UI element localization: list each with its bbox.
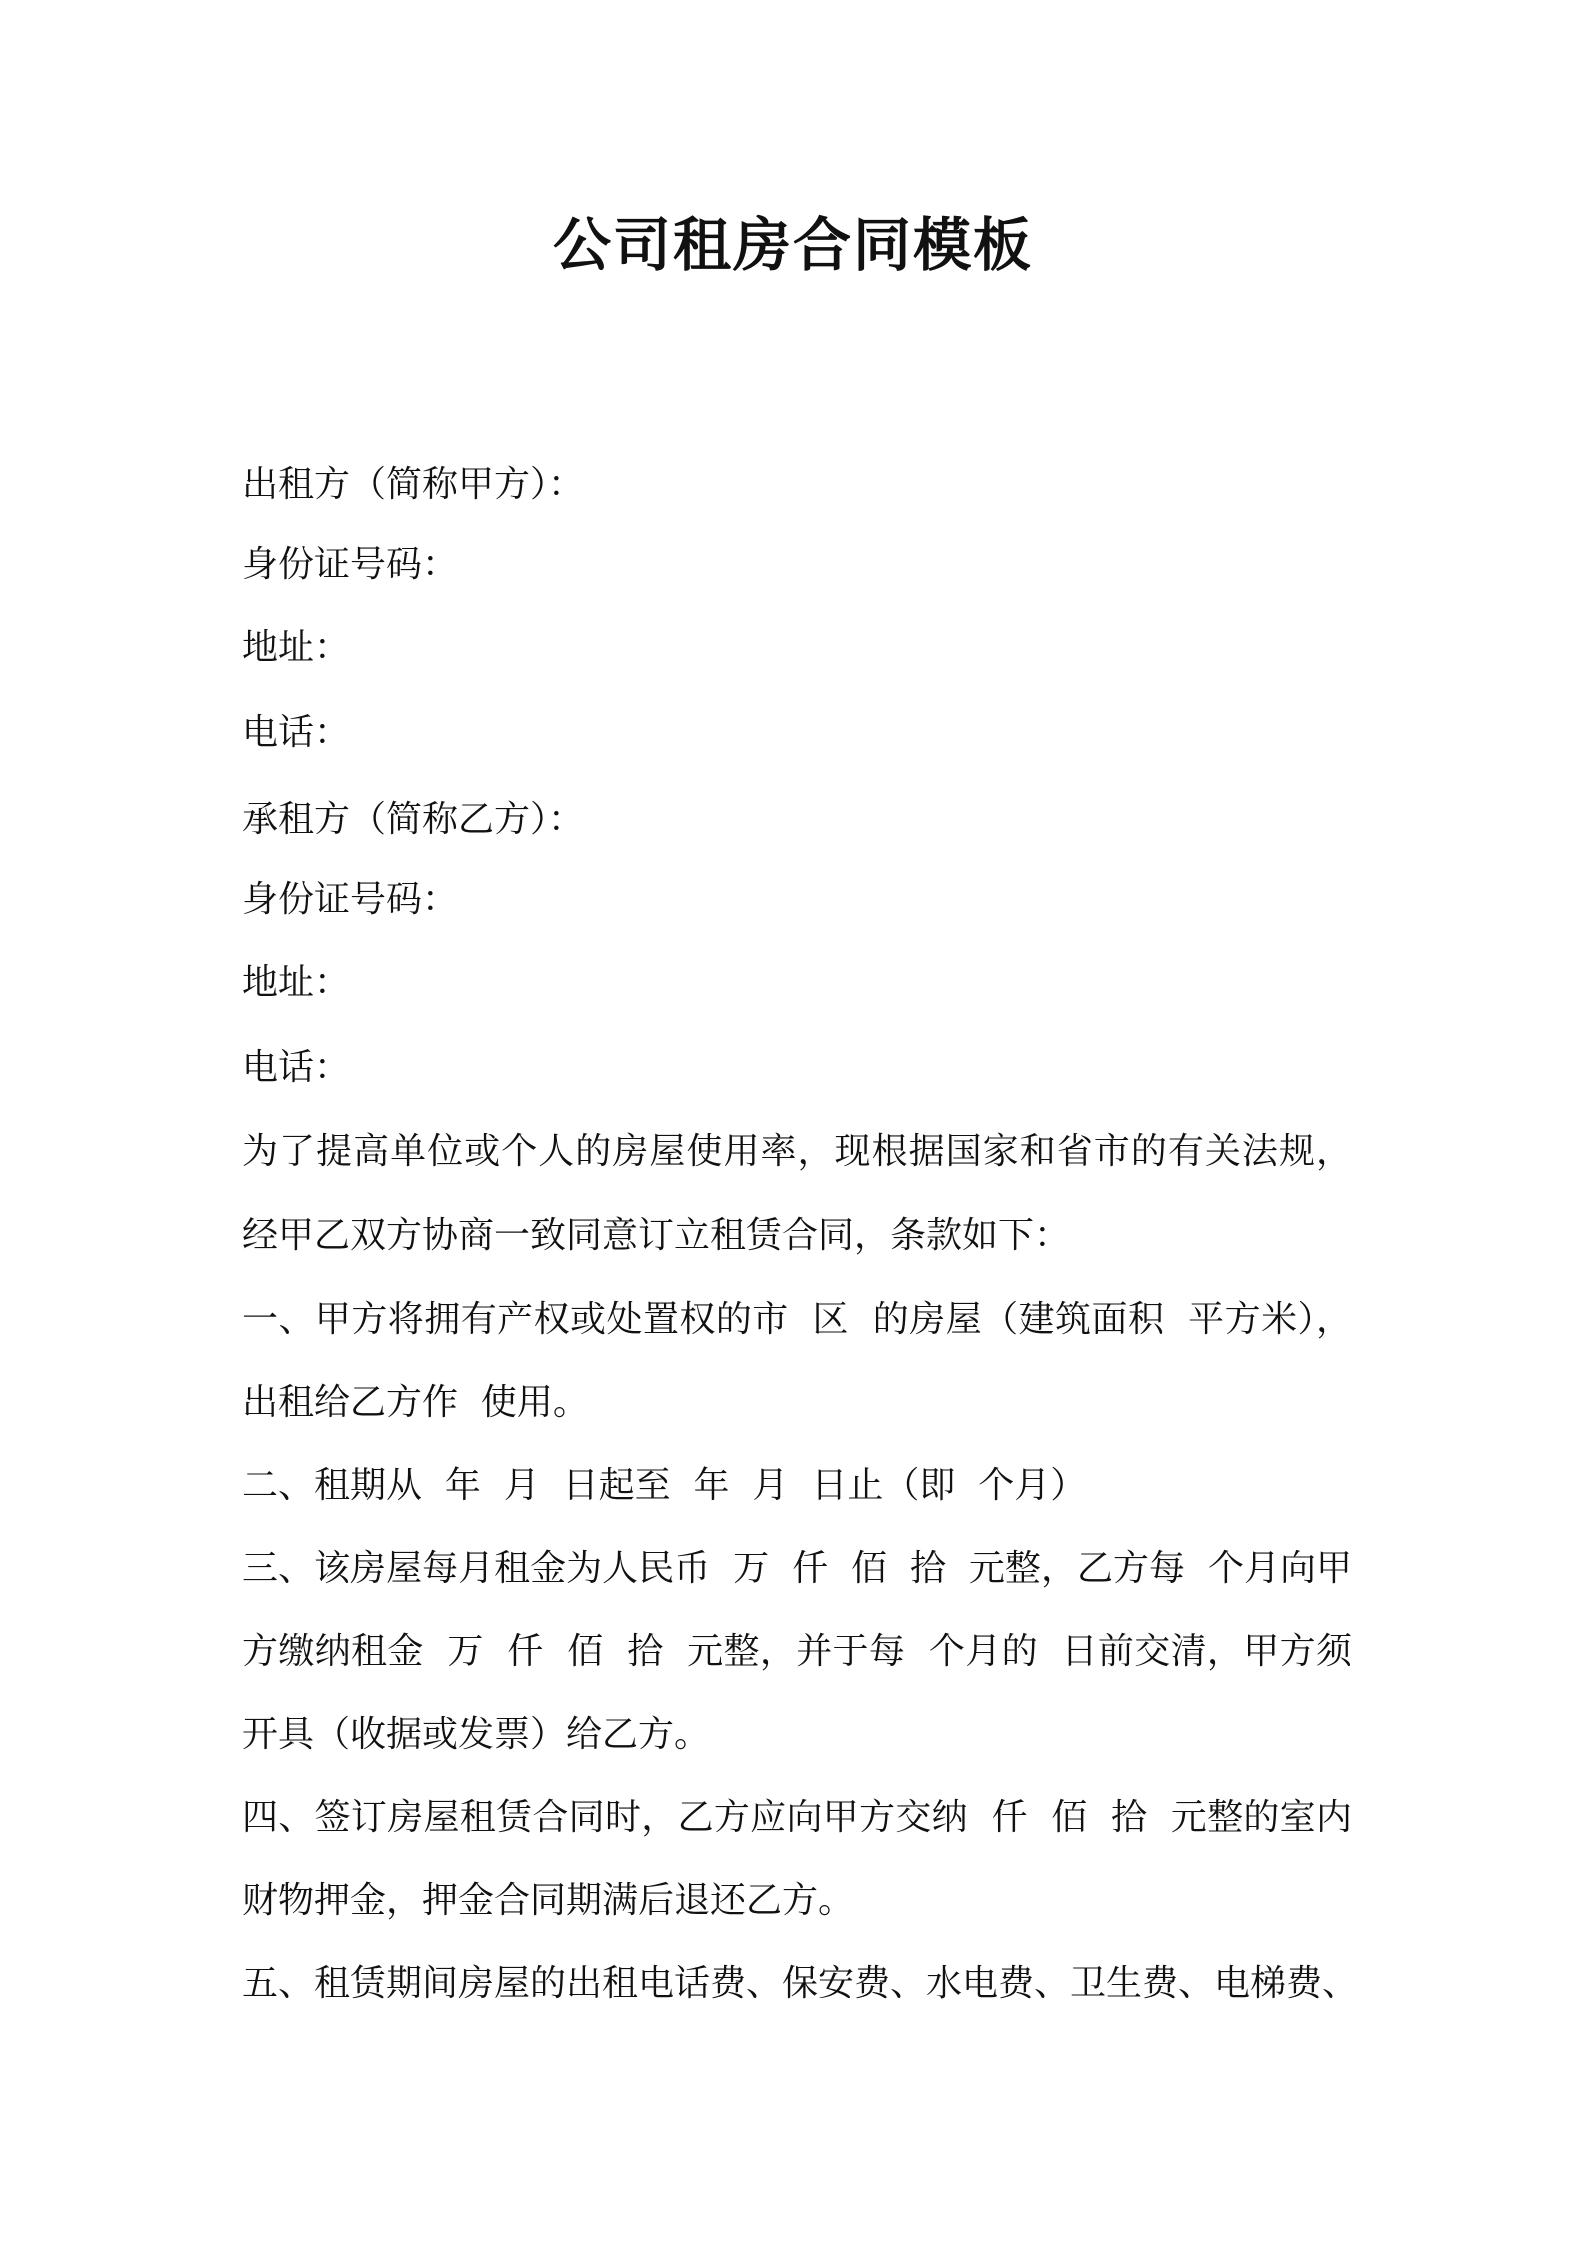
lessor-address-label: 地址：: [242, 627, 351, 668]
clause-line: 方缴纳租金 万 仟 佰 拾 元整，并于每 个月的 日前交清，甲方须: [242, 1631, 1352, 1672]
clause-line: 出租给乙方作 使用。: [242, 1382, 589, 1423]
clause-line: 开具（收据或发票）给乙方。: [242, 1714, 711, 1755]
document-title: 公司租房合同模板: [552, 211, 1033, 279]
clause-line: 一、甲方将拥有产权或处置权的市 区 的房屋（建筑面积 平方米），: [242, 1299, 1352, 1340]
preamble-line: 为了提高单位或个人的房屋使用率，现根据国家和省市的有关法规，: [242, 1131, 1352, 1172]
lessor-phone-label: 电话：: [242, 712, 351, 753]
clause-line: 五、租赁期间房屋的出租电话费、保安费、水电费、卫生费、电梯费、: [242, 1963, 1359, 2004]
clause-line: 三、该房屋每月租金为人民币 万 仟 佰 拾 元整，乙方每 个月向甲: [242, 1548, 1352, 1589]
lessee-label: 承租方（简称乙方）：: [242, 799, 585, 840]
clause-line: 财物押金，押金合同期满后退还乙方。: [242, 1880, 855, 1921]
lessee-id-label: 身份证号码：: [242, 879, 459, 920]
lessor-id-label: 身份证号码：: [242, 544, 459, 585]
lessee-address-label: 地址：: [242, 962, 351, 1003]
lessor-label: 出租方（简称甲方）：: [242, 464, 585, 505]
preamble-line: 经甲乙双方协商一致同意订立租赁合同，条款如下：: [242, 1215, 1071, 1256]
clause-line: 四、签订房屋租赁合同时，乙方应向甲方交纳 仟 佰 拾 元整的室内: [242, 1797, 1352, 1838]
clause-line: 二、租期从 年 月 日起至 年 月 日止（即 个月）: [242, 1465, 1087, 1506]
lessee-phone-label: 电话：: [242, 1047, 351, 1088]
